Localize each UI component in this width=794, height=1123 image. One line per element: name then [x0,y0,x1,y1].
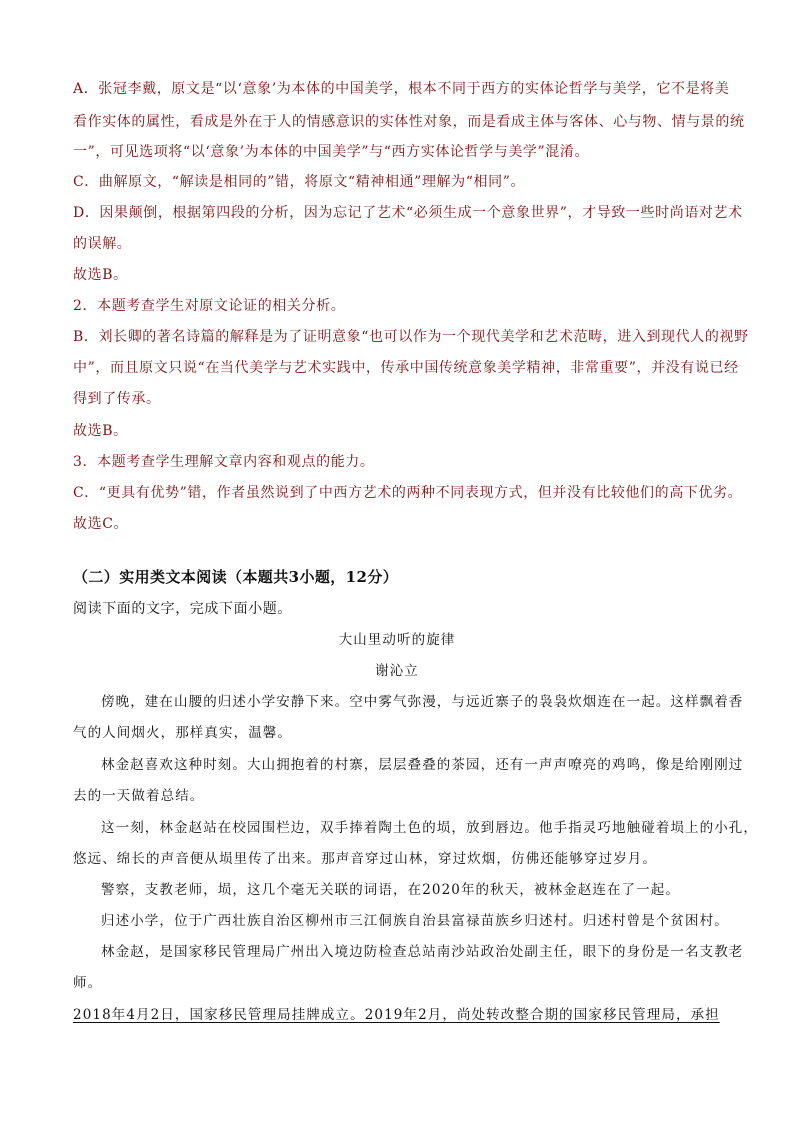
analysis-line: 看作实体的属性，看成是外在于人的情感意识的实体性对象，而是看成主体与客体、心与物、情与景的统 [73,114,745,130]
article-paragraph: 林金赵，是国家移民管理局广州出入境边防检查总站南沙站政治处副主任，眼下的身份是一名支教老 [101,944,744,960]
analysis-answer: 故选C。 [73,516,129,532]
article-paragraph: 气的人间烟火，那样真实，温馨。 [73,725,292,741]
analysis-line: D．因果颠倒，根据第四段的分析，因为忘记了艺术“必须生成一个意象世界”，才导致一些时尚语对艺术 [73,205,743,221]
analysis-line: 2．本题考查学生对原文论证的相关分析。 [73,298,346,314]
analysis-line: 得到了传承。 [73,391,161,407]
article-paragraph: 悠远、绵长的声音便从埙里传了出来。那声音穿过山林，穿过炊烟，仿佛还能够穿过岁月。 [73,851,657,867]
analysis-line: A．张冠李戴，原文是“以‘意象’为本体的中国美学，根本不同于西方的实体论哲学与美学，它不是将美 [73,81,730,97]
article-paragraph-underlined: 2018年4月2日，国家移民管理局挂牌成立。2019年2月，尚处转改整合期的国家移民管理局，承担 [73,1007,720,1023]
analysis-answer: 故选B。 [73,267,128,283]
analysis-line: 一”，可见选项将“以‘意象’为本体的中国美学”与“西方实体论哲学与美学”混淆。 [73,144,590,160]
article-paragraph: 师。 [73,975,103,991]
analysis-line: 中”，而且原文只说“在当代美学与艺术实践中，传承中国传统意象美学精神，非常重要”，并没有说已经 [73,360,739,376]
section-heading: （二）实用类文本阅读（本题共3小题，12分） [73,568,399,586]
article-paragraph: 归述小学，位于广西壮族自治区柳州市三江侗族自治县富禄苗族乡归述村。归述村曾是个贫困村。 [101,913,729,929]
article-author: 谢沁立 [375,663,419,679]
analysis-line: 的误解。 [73,236,132,252]
analysis-line: C．“更具有优势”错，作者虽然说到了中西方艺术的两种不同表现方式，但并没有比较他们的高下优劣。 [73,485,743,501]
article-paragraph: 林金赵喜欢这种时刻。大山拥抱着的村寨，层层叠叠的茶园，还有一声声嘹亮的鸡鸣，像是给刚刚过 [101,757,744,773]
analysis-line: B．刘长卿的著名诗篇的解释是为了证明意象“也可以作为一个现代美学和艺术范畴，进入到现代人的视野 [73,329,749,345]
article-paragraph: 警察，支教老师，埙，这几个毫无关联的词语，在2020年的秋天，被林金赵连在了一起。 [101,882,680,898]
article-paragraph: 去的一天做着总结。 [73,788,205,804]
article-paragraph: 傍晚，建在山腰的归述小学安静下来。空中雾气弥漫，与远近寨子的袅袅炊烟连在一起。这样飘着香 [101,694,744,710]
section-instruction: 阅读下面的文字，完成下面小题。 [73,601,292,617]
article-paragraph: 这一刻，林金赵站在校园围栏边，双手捧着陶土色的埙，放到唇边。他手指灵巧地触碰着埙上的小孔， [101,820,758,836]
analysis-line: C．曲解原文，“解读是相同的”错，将原文“精神相通”理解为“相同”。 [73,174,526,190]
analysis-line: 3．本题考查学生理解文章内容和观点的能力。 [73,454,375,470]
article-title: 大山里动听的旋律 [338,632,456,648]
analysis-answer: 故选B。 [73,423,128,439]
